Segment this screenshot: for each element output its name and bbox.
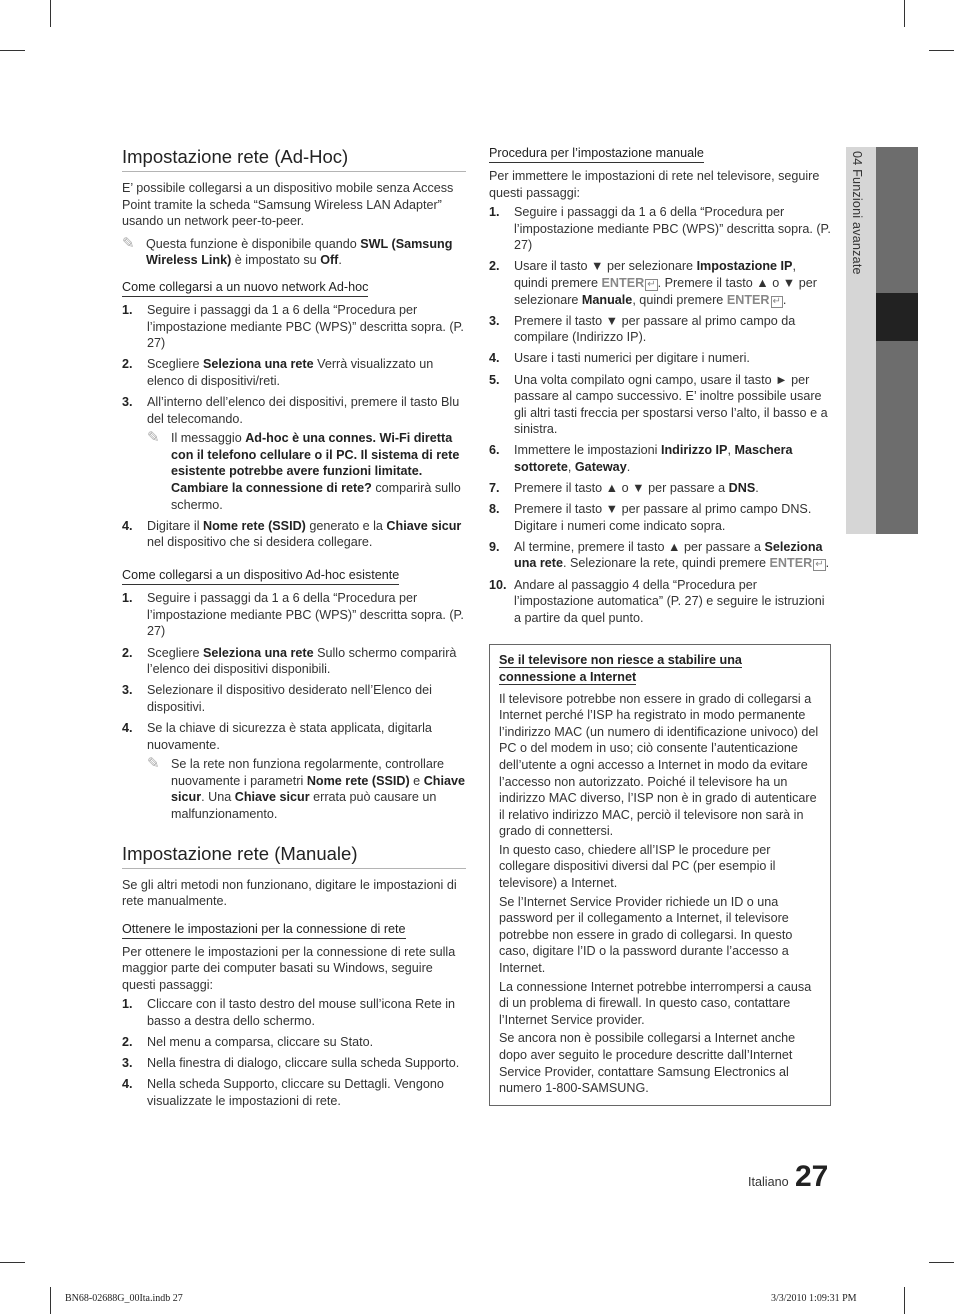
crop-mark — [929, 50, 954, 51]
section-title-adhoc: Impostazione rete (Ad-Hoc) — [122, 146, 466, 172]
list-item: 2. Nel menu a comparsa, cliccare su Stato. — [122, 1035, 374, 1050]
steps-manual-procedure — [489, 204, 831, 626]
subhead-manual-procedure: Procedura per l’impostazione manuale — [489, 145, 704, 163]
list-item: 9. Al termine, premere il tasto ▲ per passare a Seleziona una rete. Selezionare la rete, quindi premere ENTER ↵ . — [489, 539, 830, 571]
subhead-new-adhoc: Come collegarsi a un nuovo network Ad-hoc — [122, 279, 368, 297]
list-item: 2. Scegliere Seleziona una rete Verrà visualizzato un elenco di dispositivi/reti. — [122, 357, 434, 388]
list-item: 4. Digitare il Nome rete (SSID) generato e la Chiave sicur nel dispositivo che si desidera collegare. — [122, 518, 462, 550]
list-item: 1. Seguire i passaggi da 1 a 6 della “Procedura per l’impostazione mediante PBC (WPS)” descritta sopra. (P. 27) — [489, 205, 831, 253]
list-item: 4. Se la chiave di sicurezza è stata applicata, digitarla nuovamente. ✎ Se la rete non funziona regolarmente, controllare nuovamente i parametri Nome rete (SSID) e Chiave sicur. Una Chiave sicur errata può causare un malfunzionamento. — [122, 720, 466, 821]
list-item: 8. Premere il tasto ▼ per passare al primo campo DNS. Digitare i numeri come indicato sopra. — [489, 502, 812, 533]
crop-mark — [50, 1287, 51, 1314]
crop-mark — [50, 0, 51, 27]
list-item: 7. Premere il tasto ▲ o ▼ per passare a DNS. — [489, 481, 759, 496]
section-title-manual: Impostazione rete (Manuale) — [122, 843, 466, 869]
step-note: ✎ Il messaggio Ad-hoc è una connes. Wi-Fi diretta con il telefono cellulare o il PC. Il sistema di rete esistente potrebbe avere funzioni limitate. Cambiare la connessione di rete? comparirà sullo schermo. — [147, 429, 461, 512]
box-paragraph: In questo caso, chiedere all’ISP le procedure per collegare dispositivi diversi dal PC (per esempio il televisore) a Internet. — [499, 842, 776, 891]
list-item: 3. Nella finestra di dialogo, cliccare sulla scheda Supporto. — [122, 1056, 460, 1071]
list-item: 3. All’interno dell’elenco dei dispositivi, premere il tasto Blu del telecomando. ✎ Il messaggio Ad-hoc è una connes. Wi-Fi diretta con il telefono cellulare o il PC. Il sistema di rete esistente potrebbe avere funzioni limitate. Cambiare la connessione di rete? comparirà sullo schermo. — [122, 394, 466, 513]
side-tab-marker — [876, 293, 918, 341]
troubleshooting-box — [489, 644, 831, 1105]
enter-key-icon: ↵ — [815, 559, 824, 571]
page-number: 27 — [795, 1160, 829, 1193]
pencil-note-icon: ✎ — [122, 234, 135, 252]
adhoc-intro: E’ possibile collegarsi a un dispositivo mobile senza Access Point tramite la scheda “Samsung Wireless LAN Adapter” usando un network peer-to-peer. — [122, 181, 454, 229]
crop-mark — [0, 50, 25, 51]
list-item: 1. Cliccare con il tasto destro del mouse sull’icona Rete in basso a destra dello schermo. — [122, 997, 455, 1029]
box-paragraph: La connessione Internet potrebbe interrompersi a causa di un problema di firewall. In questo caso, contattare l’Internet Service provider. — [499, 979, 812, 1027]
get-settings-para: Per ottenere le impostazioni per la connessione di rete sulla maggior parte dei computer basati su Windows, seguire questi passaggi: — [122, 944, 456, 992]
box-paragraph: Se ancora non è possibile collegarsi a Internet anche dopo aver seguito le procedure descritte dall’Internet Service Provider, contattare Samsung Electronics al numero 1-800-SAMSUNG. — [499, 1031, 796, 1096]
list-item: 2. Scegliere Seleziona una rete Sullo schermo comparirà l’elenco dei dispositivi disponibili. — [122, 645, 457, 677]
list-item: 3. Selezionare il dispositivo desiderato nell’Elenco dei dispositivi. — [122, 683, 432, 714]
enter-key-icon: ↵ — [772, 295, 781, 307]
enter-key-icon: ↵ — [647, 279, 656, 291]
list-item: 4. Usare i tasti numerici per digitare i numeri. — [489, 351, 750, 366]
crop-mark — [904, 0, 905, 27]
steps-existing-adhoc — [122, 590, 466, 822]
list-item: 10. Andare al passaggio 4 della “Procedura per l’impostazione automatica” (P. 27) e seguire le istruzioni a partire da quel punto. — [489, 577, 825, 625]
manual-procedure-para: Per immettere le impostazioni di rete nel televisore, seguire questi passaggi: — [489, 169, 820, 200]
steps-new-adhoc — [122, 302, 466, 551]
manual-intro: Se gli altri metodi non funzionano, digitare le impostazioni di rete manualmente. — [122, 877, 457, 909]
steps-get-settings — [122, 996, 466, 1109]
crop-mark — [904, 1287, 905, 1314]
list-item: 1. Seguire i passaggi da 1 a 6 della “Procedura per l’impostazione mediante PBC (WPS)” descritta sopra. (P. 27) — [122, 302, 464, 351]
list-item: 6. Immettere le impostazioni Indirizzo IP, Maschera sottorete, Gateway. — [489, 443, 793, 474]
list-item: 2. Usare il tasto ▼ per selezionare Impostazione IP, quindi premere ENTER ↵ . Premere il tasto ▲ o ▼ per selezionare Manuale, quindi premere ENTER ↵ . — [489, 259, 817, 307]
print-date-info: 3/3/2010 1:09:31 PM — [771, 1293, 857, 1304]
subhead-get-settings: Ottenere le impostazioni per la connessione di rete — [122, 921, 406, 939]
crop-mark — [0, 1262, 25, 1263]
list-item: 4. Nella scheda Supporto, cliccare su Dettagli. Vengono visualizzate le impostazioni di rete. — [122, 1077, 444, 1108]
box-paragraph: Il televisore potrebbe non essere in grado di collegarsi a Internet perché l’ISP ha registrato in modo permanente l’indirizzo MAC (un numero di identificazione univoco) del PC o del modem in uso; ciò consente l’autenticazione dell’utente a ogni accesso a Internet in modo da evitare l’accesso non autorizzato. Poiché il televisore ha un indirizzo MAC diverso, l’ISP non è in grado di autenticare il relativo indirizzo MAC, perciò il televisore non sarà in grado di connettersi. — [499, 691, 819, 839]
step-note: ✎ Se la rete non funziona regolarmente, controllare nuovamente i parametri Nome rete (SSID) e Chiave sicur. Una Chiave sicur errata può causare un malfunzionamento. — [147, 755, 466, 821]
adhoc-note: ✎ Questa funzione è disponibile quando SWL (Samsung Wireless Link) è impostato su Off. — [122, 234, 453, 268]
right-column — [489, 145, 831, 1106]
print-file-info: BN68-02688G_00Ita.indb 27 — [65, 1293, 183, 1304]
crop-mark — [929, 1262, 954, 1263]
page-language: Italiano — [748, 1175, 789, 1189]
pencil-note-icon: ✎ — [147, 755, 160, 773]
box-paragraph: Se l’Internet Service Provider richiede un ID o una password per il collegamento a Internet, il televisore potrebbe non essere in grado di collegarsi. In questo caso, digitare l’ID o la password durante l’accesso a Internet. — [499, 894, 793, 976]
list-item: 1. Seguire i passaggi da 1 a 6 della “Procedura per l’impostazione mediante PBC (WPS)” descritta sopra. (P. 27) — [122, 591, 464, 639]
left-column — [122, 146, 466, 1114]
subhead-existing-adhoc: Come collegarsi a un dispositivo Ad-hoc esistente — [122, 567, 399, 585]
list-item: 3. Premere il tasto ▼ per passare al primo campo da compilare (Indirizzo IP). — [489, 313, 796, 345]
chapter-label: 04 Funzioni avanzate — [850, 151, 864, 275]
list-item: 5. Una volta compilato ogni campo, usare il tasto ► per passare al campo successivo. E’ inoltre possibile usare gli altri tasti freccia per spostarsi verso l’alto, il basso e a sinistra. — [489, 372, 828, 437]
box-title: Se il televisore non riesce a stabilire una connessione a Internet — [499, 653, 742, 684]
chapter-side-tab — [846, 147, 918, 534]
pencil-note-icon: ✎ — [147, 429, 160, 447]
